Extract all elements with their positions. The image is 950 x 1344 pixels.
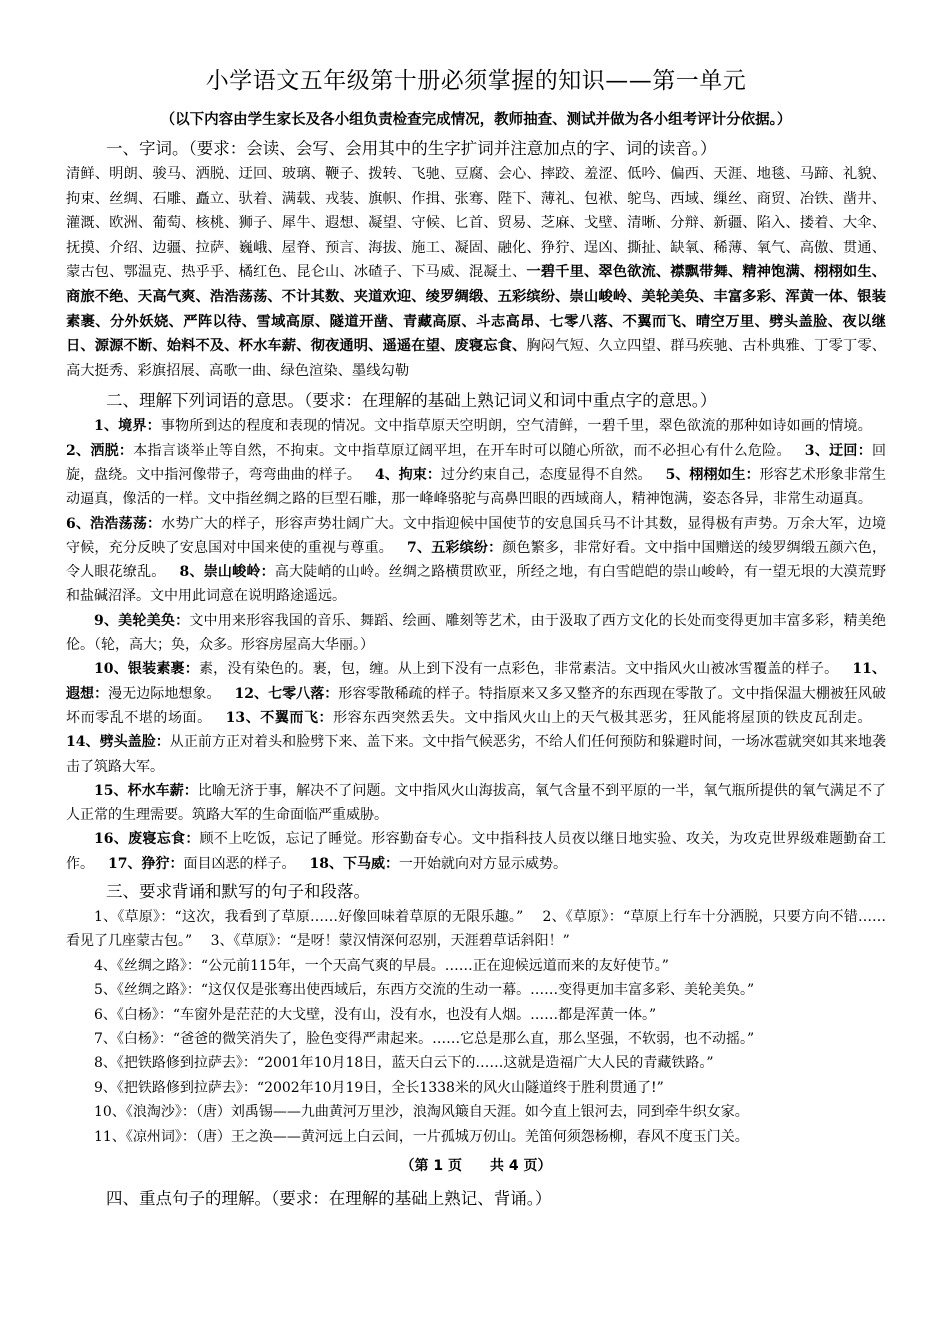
section2-heading: 二、理解下列词语的意思。（要求：在理解的基础上熟记词义和词中重点字的意思。） bbox=[106, 391, 717, 411]
definition-term: 7、五彩缤纷： bbox=[407, 539, 503, 556]
definition-term: 18、下马威： bbox=[309, 855, 399, 872]
definition-text: 本指言谈举止等自然，不拘束。文中指草原辽阔平坦，在开车时可以随心所欲，而不必担心有什么危险。 bbox=[133, 442, 791, 459]
definition-text: 形容艺术形象非常生动逼真，像活的一样。文中指丝绸之路的巨型石雕，那一峰峰骆驼与高鼻凹眼的西域商人，精神饱满，姿态各异，非常生动逼真。 bbox=[66, 466, 886, 508]
definition-term: 1、境界： bbox=[94, 418, 161, 435]
definition-text: 一开始就向对方显示威势。 bbox=[398, 855, 567, 872]
definition-text: 漫无边际地想象。 bbox=[108, 685, 221, 702]
section1-word-list bbox=[66, 162, 886, 383]
section3-heading: 三、要求背诵和默写的句子和段落。 bbox=[106, 881, 370, 901]
instruction-note: （以下内容由学生家长及各小组负责检查完成情况，教师抽查、测试并做为各小组考评计分依据。） bbox=[160, 111, 792, 128]
definition-term: 16、废寝忘食： bbox=[94, 831, 200, 848]
definition-term: 9、美轮美奂： bbox=[94, 612, 190, 629]
recitation-item: 8、《把铁路修到拉萨去》：“2001年10月18日，蓝天白云下的……这就是造福广大人民的青藏铁路。” bbox=[94, 1055, 714, 1072]
recitation-item: 1、《草原》：“这次，我看到了草原……好像回味着草原的无限乐趣。” 2、《草原》：“草原上行车十分洒脱，只要方向不错……看见了几座蒙古包。” 3、《草原》：“是呀！蒙汉情深何忍别，天涯碧草话斜阳！” bbox=[66, 908, 886, 950]
definition-term: 5、栩栩如生： bbox=[665, 466, 760, 483]
definition-text: 素，没有染色的。裹，包，缠。从上到下没有一点彩色，非常素洁。文中指风火山被冰雪覆盖的样子。 bbox=[198, 661, 839, 678]
recitation-item: 11、《凉州词》：（唐）王之涣——黄河远上白云间，一片孤城万仞山。羌笛何须怨杨柳，春风不度玉门关。 bbox=[94, 1128, 749, 1145]
definition-term: 4、拘束： bbox=[374, 466, 441, 483]
recitation-item: 9、《把铁路修到拉萨去》：“2002年10月19日，全长1338米的风火山隧道终于胜利贯通了!” bbox=[94, 1079, 664, 1096]
definition-text: 顾不上吃饭，忘记了睡觉。形容勤奋专心。文中指科技人员夜以继日地实验、攻关，为攻克世界级难题勤奋工作。 bbox=[66, 831, 886, 872]
definition-term: 13、不翼而飞： bbox=[225, 709, 334, 726]
page-footer: （第 1 页 共 4 页） bbox=[400, 1158, 552, 1175]
definition-paragraph bbox=[66, 414, 886, 608]
definition-text: 水势广大的样子，形容声势壮阔广大。文中指迎候中国使节的安息国兵马不计其数，显得极有声势。万余大军，边境守候，充分反映了安息国对中国来使的重视与尊重。 bbox=[66, 515, 886, 556]
definition-term: 3、迂回： bbox=[804, 442, 872, 459]
definition-text: 比喻无济于事，解决不了问题。文中指风火山海拔高，氧气含量不到平原的一半，氧气瓶所提供的氧气满足不了人正常的生理需要。筑路大军的生命面临严重威胁。 bbox=[66, 782, 887, 824]
definition-text: 事物所到达的程度和表现的情况。文中指草原天空明朗，空气清鲜，一碧千里，翠色欲流的那种如诗如画的情境。 bbox=[160, 418, 872, 435]
definition-text: 高大陡峭的山岭。丝绸之路横贯欧亚，所经之地，有白雪皑皑的崇山峻岭，有一望无垠的大漠荒野和盐碱沼泽。文中用此词意在说明路途遥远。 bbox=[66, 564, 886, 605]
definition-term: 10、银装素裹： bbox=[94, 661, 199, 678]
section3-recitation-list bbox=[66, 905, 886, 1149]
recitation-item: 6、《白杨》：“车窗外是茫茫的大戈壁，没有山，没有水，也没有人烟。……都是浑黄一体。” bbox=[94, 1006, 657, 1023]
definition-text: 从正前方正对着头和脸劈下来、盖下来。文中指气候恶劣，不给人们任何预防和躲避时间，一场冰雹就突如其来地袭击了筑路大军。 bbox=[66, 734, 887, 775]
recitation-item: 10、《浪淘沙》：（唐）刘禹锡——九曲黄河万里沙，浪淘风簸自天涯。如今直上银河去，同到牵牛织女家。 bbox=[94, 1104, 749, 1121]
recitation-item: 7、《白杨》：“爸爸的微笑消失了，脸色变得严肃起来。……它总是那么直，那么坚强，不软弱，也不动摇。” bbox=[94, 1031, 755, 1048]
recitation-item: 5、《丝绸之路》：“这仅仅是张骞出使西域后，东西方交流的生动一幕。……变得更加丰富多彩、美轮美奂。” bbox=[94, 982, 755, 999]
definition-text: 面目凶恶的样子。 bbox=[183, 855, 296, 872]
tail-word-list: 胸闷气短、久立四望、群马疾驰、古朴典雅、丁零丁零、高大挺秀、彩旗招展、高歌一曲、绿色渲染、墨线勾勒 bbox=[66, 338, 887, 379]
page-title: 小学语文五年级第十册必须掌握的知识——第一单元 bbox=[205, 68, 747, 94]
definition-term: 17、狰狞： bbox=[108, 855, 184, 872]
recitation-item: 4、《丝绸之路》：“公元前115年，一个天高气爽的早晨。……正在迎候远道而来的友好使节。” bbox=[94, 957, 669, 974]
definition-text: 形容东西突然丢失。文中指风火山上的天气极其恶劣，狂风能将屋顶的铁皮瓦刮走。 bbox=[333, 709, 873, 726]
definition-term: 11、遐想： bbox=[66, 661, 887, 702]
definition-term: 2、洒脱： bbox=[66, 442, 134, 459]
section4-heading: 四、重点句子的理解。（要求：在理解的基础上熟记、背诵。） bbox=[106, 1189, 552, 1209]
section1-heading: 一、字词。（要求：会读、会写、会用其中的生字扩词并注意加点的字、词的读音。） bbox=[106, 139, 717, 158]
definition-text: 颜色繁多，非常好看。文中指中国赠送的绫罗绸缎五颜六色，令人眼花缭乱。 bbox=[66, 539, 886, 581]
definition-text: 文中用来形容我国的音乐、舞蹈、绘画、雕刻等艺术，由于汲取了西方文化的长处而变得更加丰富多彩，精美绝伦。（轮，高大；奂，众多。形容房屋高大华丽。） bbox=[66, 612, 887, 654]
bold-idiom-list: 一碧千里、翠色欲流、襟飘带舞、精神饱满、栩栩如生、商旅不绝、天高气爽、浩浩荡荡、不计其数、夹道欢迎、绫罗绸缎、五彩缤纷、崇山峻岭、美轮美奂、丰富多彩、浑黄一体、银装素裹、分外妖娆、严阵以待、雪域高原、隧道开凿、青藏高原、斗志高昂、七零八落、不翼而飞、晴空万里、劈头盖脸、夜以继日、源源不断、始料不及、杯水车薪、彻夜通明、遥遥在望、废寝忘食、 bbox=[66, 264, 887, 355]
definition-term: 15、杯水车薪： bbox=[94, 782, 198, 799]
definition-paragraph bbox=[66, 779, 886, 828]
section2-definitions bbox=[66, 414, 886, 876]
definition-term: 14、劈头盖脸： bbox=[66, 734, 170, 751]
definition-term: 6、浩浩荡荡： bbox=[66, 515, 162, 532]
definition-text: 过分约束自己，态度显得不自然。 bbox=[440, 466, 652, 483]
definition-paragraph bbox=[66, 657, 886, 778]
definition-paragraph bbox=[66, 827, 886, 876]
definition-text: 形容零散稀疏的样子。特指原来又多又整齐的东西现在零散了。文中指保温大棚被狂风破坏而零乱不堪的场面。 bbox=[66, 685, 887, 726]
definition-text: 回旋，盘绕。文中指河像带子，弯弯曲曲的样子。 bbox=[66, 442, 886, 483]
plain-word-list: 清鲜、明朗、骏马、洒脱、迂回、玻璃、鞭子、拨转、飞驰、豆腐、会心、摔跤、羞涩、低吟、偏西、天涯、地毯、马蹄、礼貌、拘束、丝绸、石雕、矗立、驮着、满载、戎装、旗帜、作揖、张骞、陛下、薄礼、包袱、鸵鸟、西域、缫丝、商贸、冶铁、凿井、灌溉、欧洲、葡萄、核桃、狮子、犀牛、遐想、凝望、守候、匕首、贸易、芝麻、戈壁、清晰、分辩、新疆、陷入、搂着、大伞、抚摸、介绍、边疆、拉萨、巍峨、屋脊、预言、海拔、施工、凝固、融化、狰狞、逞凶、撕扯、缺氧、稀薄、氧气、高傲、贯通、蒙古包、鄂温克、热乎乎、橘红色、昆仑山、冰碴子、下马威、混凝土、 bbox=[66, 166, 886, 281]
definition-term: 12、七零八落： bbox=[234, 685, 339, 702]
definition-term: 8、崇山峻岭： bbox=[179, 564, 275, 581]
definition-paragraph bbox=[66, 609, 886, 658]
